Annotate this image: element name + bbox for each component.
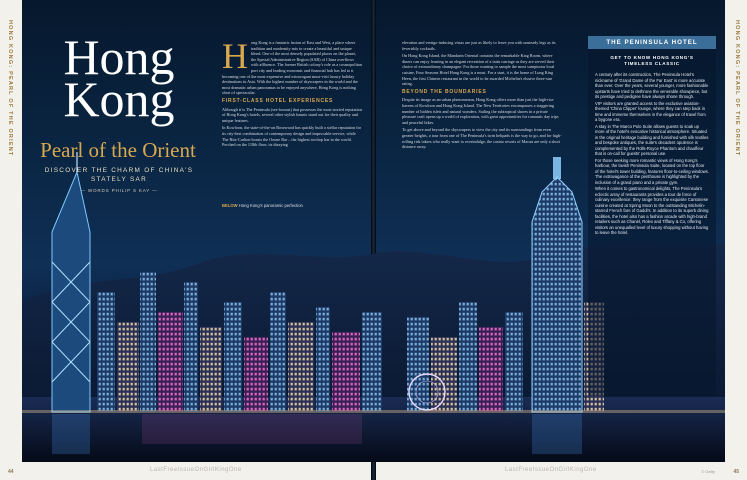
caption-label: BELOW <box>222 203 238 208</box>
peninsula-boxout <box>588 36 716 396</box>
headline-line-2: Kong <box>63 71 175 127</box>
boxout-paragraph-3: A stay in The Marco Polo Suite allows guests to soak up more of the hotel's evocative historical atmosphere. Situated in the original heritage building and furnished with silk textiles and bespoke antiques, the suite's decadent opulence is complemented by the Rolls-Royce Phantom and chauffeur that is on-call for guests' personal use. <box>595 123 709 156</box>
headline-kicker: DISCOVER THE CHARM OF CHINA'S STATELY SAR <box>44 167 194 183</box>
hotels-paragraph-1: Although it is The Peninsula (see boxout) that possesses the most storied reputation of Hong Kong's hotels, several other stylish haunts stand out for their quality and unique features. <box>222 106 362 123</box>
boxout-paragraph-2: VIP visitors are granted access to the exclusive aviation-themed 'China Clipper' lounge, where they can step back in time and immerse themselves in the elegance of travel from a bygone era. <box>595 100 706 122</box>
byline: — WORDS PHILIP S KAY — <box>80 188 158 193</box>
photo-credit: © Getty <box>701 469 715 474</box>
drop-cap: H <box>222 36 248 76</box>
boundaries-paragraph-1: Despite its image as an urban phenomenon, Hong Kong offers more than just the high-rise havens of Kowloon and Hong Kong Island. The New Territories encompasses a staggering number of hidden islets and natural wonders. Sailing the subtropical shores in a private pleasure craft opens up a world of exploration, with great opportunities for romantic day trips and peaceful hikes. <box>402 97 559 125</box>
watermark-left: LastFreeIssueOnGirlKingOne <box>150 467 242 473</box>
boxout-body <box>588 67 716 236</box>
spine-label-right: HONG KONG: PEARL OF THE ORIENT <box>734 20 740 157</box>
intro-text: ong Kong is a fantastic fusion of East and West, a place where tradition and modernity mix to create a beautiful and unique blend. One of the most densely populated places on the planet, the Special Administrative Region (SAR) of China overflows with affluence. The former British colony's role as a cosmopolitan port city and leading economic and financial hub has led to it becoming one of the most expensive and extravagant must-visit luxury holiday destinations in Asia. With the highest number of skyscrapers in the world and the most dramatic urban panoramas to be enjoyed anywhere, Hong Kong is nothing short of spectacular. <box>222 40 362 96</box>
section-heading-boundaries: BEYOND THE BOUNDARIES <box>402 88 487 95</box>
boundaries-paragraph-2: To get above and beyond the skyscrapers to view the city and its surroundings from even greater heights, a tour from one of The Peninsula's twin helipads is the way to go, and for high-rolling risk takers who really want to overindulge, the casino resorts of Macau are only a short distance away. <box>402 127 562 150</box>
section-heading-hotels: FIRST-CLASS HOTEL EXPERIENCES <box>222 97 334 104</box>
headline-title <box>44 29 194 127</box>
article-column-2 <box>402 40 562 152</box>
col2-paragraph-2: On Hong Kong Island, the Mandarin Oriental contains the remarkable King Room, where diners can enjoy feasting in an elegant recreation of a train carriage as they are served their choice of extraordinary champagne. For those wanting to sample the most sumptuous local cuisine, Four Seasons Hotel Hong Kong is a must. For a start, it is the home of Lung King Heen, the first Chinese restaurant in the world to be awarded Michelin's elusive three-star rating. <box>402 53 555 87</box>
headline-line-1: Hong <box>63 29 175 85</box>
boxout-subheading: GET TO KNOW HONG KONG'S TIMELESS CLASSIC <box>610 55 694 66</box>
boxout-paragraph-4: For those seeking more romantic views of Hong Kong's harbour, the lavish Peninsula Suite, located on the top floor of the hotel's tower building, features floor-to-ceiling windows. The extravagance of the penthouse is highlighted by the inclusion of a grand piano and a private gym. <box>595 157 709 185</box>
hotels-paragraph-2: In Kowloon, the state-of-the-art Rosewood has quickly built a stellar reputation for its city-best combination of contemporary design and impeccable service, while The Ritz-Carlton boasts the Ozone Bar – the highest rooftop bar in the world. Perched on the 118th floor, its dizzying <box>222 125 362 148</box>
watermark-right: LastFreeIssueOnGirlKingOne <box>505 467 597 473</box>
page-number-right: 45 <box>733 469 739 475</box>
headline-subtitle: Pearl of the Orient <box>40 138 196 162</box>
intro-paragraph <box>222 36 362 96</box>
article-column-1 <box>222 36 362 150</box>
photo-caption <box>222 203 303 208</box>
boxout-paragraph-5: When it comes to gastronomical delights, The Peninsula's eclectic array of restaurants provides a tour de force of culinary excellence: they range from the exquisite Cantonese cuisine created at Spring Moon to the outstanding Michelin-starred French fare of Gaddi's. In addition to its superb dining facilities, the hotel also has a fashion arcade with high-brand retailers such as Chanel, Rolex and Tiffany & Co, offering visitors an unequalled level of luxury shopping without having to leave the hotel. <box>595 186 709 235</box>
spine-label-left: HONG KONG: PEARL OF THE ORIENT <box>7 20 13 157</box>
boxout-heading: THE PENINSULA HOTEL <box>588 36 716 49</box>
page-number-left: 44 <box>8 469 14 475</box>
boxout-paragraph-1: A century after its construction, The Peninsula Hotel's nickname of 'Grand Dame of the Far East' is more accurate than ever. Over the years, several younger, more fashionable upstarts have tried to dethrone the venerable showpiece, but its prestige and pedigree have always shone through. <box>595 72 709 99</box>
col2-paragraph-1: elevation and vertigo-inducing vistas are just as likely to leave you with unsteady legs as its feverishly cocktails. <box>402 40 556 51</box>
caption-text: Hong Kong's panoramic perfection <box>238 203 303 208</box>
